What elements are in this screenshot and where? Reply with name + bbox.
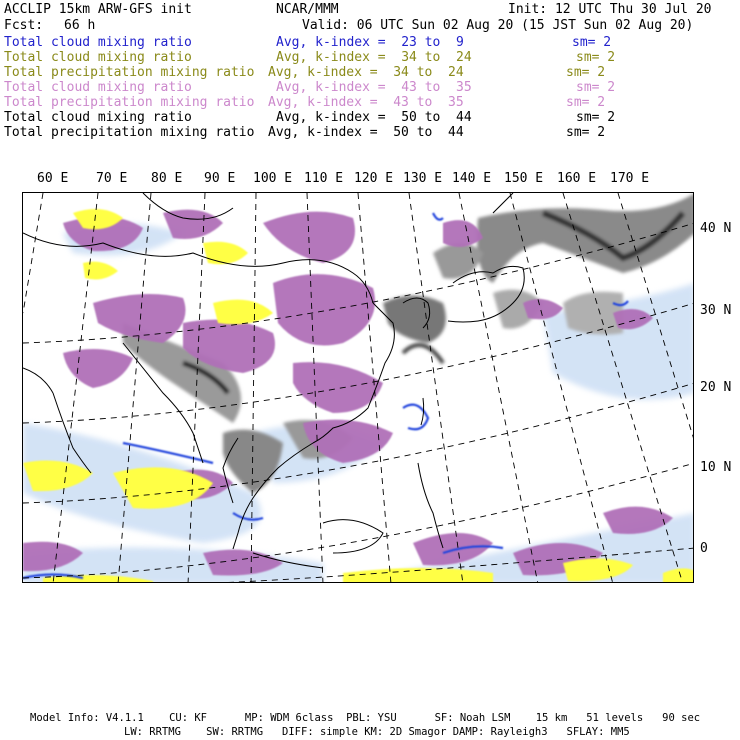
model-title: ACCLIP 15km ARW-GFS init [4, 2, 192, 17]
lon-label: 140 E [452, 171, 492, 186]
lat-label: 20 N [700, 380, 732, 395]
model-info-line: Model Info: V4.1.1 CU: KF MP: WDM 6class PBL: YSU SF: Noah LSM 15 km 51 levels 90 sec [30, 712, 701, 724]
legend-name: Total precipitation mixing ratio [4, 125, 255, 140]
lon-label: 70 E [96, 171, 128, 186]
legend-sm: sm= 2 [572, 35, 612, 50]
legend-name: Total precipitation mixing ratio [4, 95, 255, 110]
lon-label: 90 E [204, 171, 236, 186]
legend-name: Total cloud mixing ratio [4, 50, 192, 65]
weather-map [22, 192, 694, 583]
lon-label: 130 E [403, 171, 443, 186]
lon-label: 100 E [253, 171, 293, 186]
lon-label: 150 E [504, 171, 544, 186]
lon-label: 160 E [557, 171, 597, 186]
lat-label: 40 N [700, 221, 732, 236]
legend-name: Total precipitation mixing ratio [4, 65, 255, 80]
legend-avg: Avg, k-index = 34 to 24 [276, 50, 472, 65]
legend-avg: Avg, k-index = 43 to 35 [276, 80, 472, 95]
lon-label: 110 E [304, 171, 344, 186]
forecast-hours: 66 h [64, 18, 96, 33]
lat-label: 30 N [700, 303, 732, 318]
map-canvas [23, 193, 694, 583]
legend-sm: sm= 2 [566, 95, 606, 110]
physics-info-line: LW: RRTMG SW: RRTMG DIFF: simple KM: 2D Smagor DAMP: Rayleigh3 SFLAY: MM5 [124, 726, 630, 738]
init-time: Init: 12 UTC Thu 30 Jul 20 [508, 2, 712, 17]
legend-avg: Avg, k-index = 50 to 44 [268, 125, 464, 140]
legend-name: Total cloud mixing ratio [4, 80, 192, 95]
lat-label: 10 N [700, 460, 732, 475]
organization-label: NCAR/MMM [276, 2, 339, 17]
lon-label: 170 E [610, 171, 650, 186]
legend-sm: sm= 2 [566, 125, 606, 140]
legend-sm: sm= 2 [566, 65, 606, 80]
valid-time: Valid: 06 UTC Sun 02 Aug 20 (15 JST Sun 02 Aug 20) [302, 18, 694, 33]
legend-sm: sm= 2 [576, 50, 616, 65]
lat-label: 0 [700, 541, 708, 556]
lon-label: 60 E [37, 171, 69, 186]
legend-avg: Avg, k-index = 43 to 35 [268, 95, 464, 110]
legend-name: Total cloud mixing ratio [4, 110, 192, 125]
legend-sm: sm= 2 [576, 80, 616, 95]
lon-label: 80 E [151, 171, 183, 186]
legend-avg: Avg, k-index = 50 to 44 [276, 110, 472, 125]
lon-label: 120 E [354, 171, 394, 186]
legend-avg: Avg, k-index = 34 to 24 [268, 65, 464, 80]
legend-sm: sm= 2 [576, 110, 616, 125]
legend-avg: Avg, k-index = 23 to 9 [276, 35, 464, 50]
forecast-label: Fcst: [4, 18, 44, 33]
legend-name: Total cloud mixing ratio [4, 35, 192, 50]
